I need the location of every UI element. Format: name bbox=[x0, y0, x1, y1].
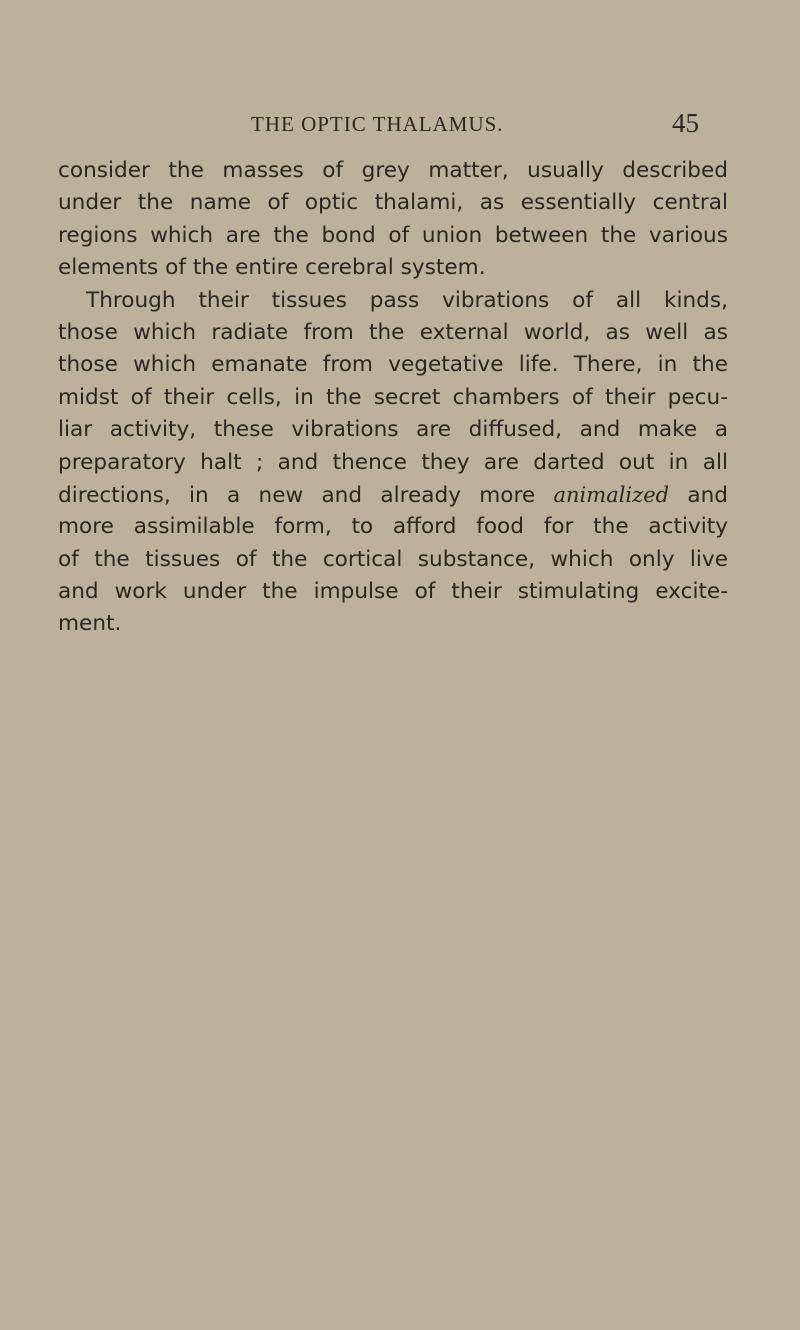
text-line: Through their tissues pass vibrations of all kinds, bbox=[86, 287, 728, 313]
text-line: of the tissues of the cortical substance, which only live bbox=[58, 546, 728, 572]
page-number: 45 bbox=[672, 108, 699, 138]
text-line: those which radiate from the external world, as well as bbox=[58, 319, 728, 345]
text-line: consider the masses of grey matter, usually described bbox=[58, 158, 728, 183]
text-line: those which emanate from vegetative life. There, in the bbox=[58, 352, 728, 378]
running-head bbox=[0, 106, 800, 142]
text-line: midst of their cells, in the secret chambers of their pecu- bbox=[58, 384, 728, 410]
text-line: regions which are the bond of union between the various bbox=[58, 222, 728, 248]
text-line: preparatory halt ; and thence they are darted out in all bbox=[58, 449, 728, 475]
text-line: liar activity, these vibrations are diffused, and make a bbox=[58, 417, 728, 443]
text-line: and work under the impulse of their stimulating excite- bbox=[58, 579, 728, 605]
text-line-with-italic bbox=[58, 479, 728, 511]
text-line: elements of the entire cerebral system. bbox=[58, 255, 486, 281]
body-text bbox=[58, 155, 728, 641]
text-segment: directions, in a new and already more bbox=[58, 482, 536, 508]
text-segment: and bbox=[669, 482, 728, 508]
text-line: under the name of optic thalami, as essentially central bbox=[58, 190, 728, 216]
text-line: ment. bbox=[58, 611, 122, 637]
text-line: more assimilable form, to afford food for the activity bbox=[58, 514, 728, 540]
running-title: THE OPTIC THALAMUS. bbox=[251, 112, 504, 136]
italic-word: animalized bbox=[553, 482, 670, 507]
